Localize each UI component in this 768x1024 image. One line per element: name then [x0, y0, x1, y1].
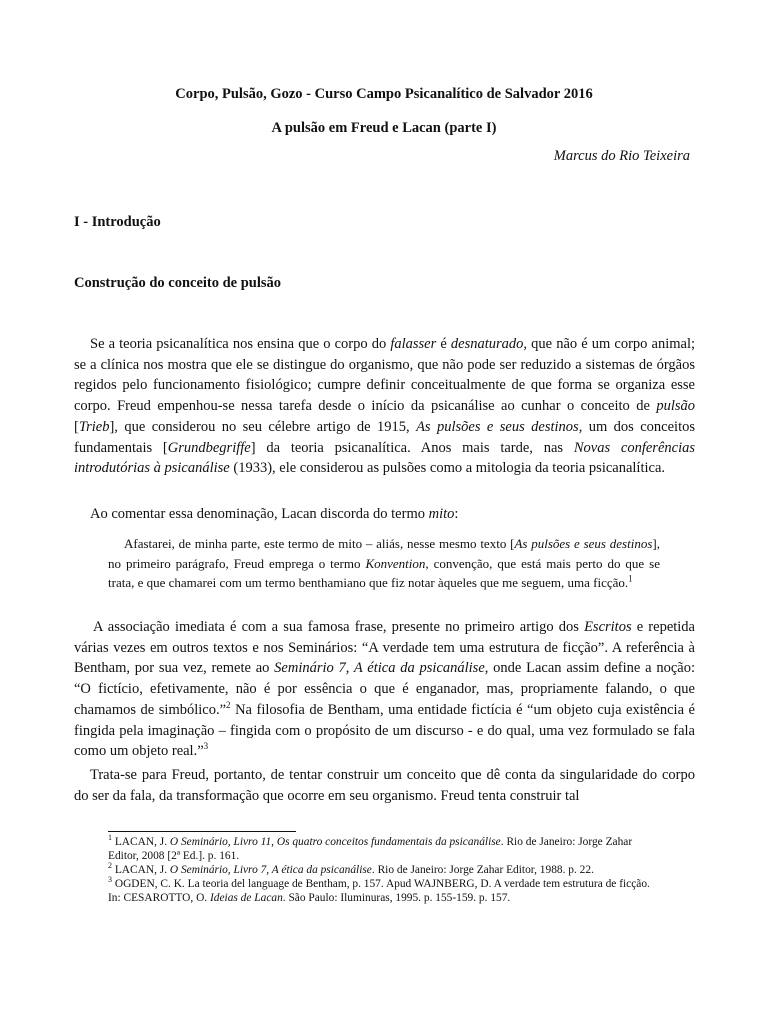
text-run: Se a teoria psicanalítica nos ensina que o corpo do [90, 336, 391, 352]
text-run: (1933), ele considerou as pulsões como a mitologia da teoria psicanalítica. [229, 460, 666, 477]
text-run: . Rio de Janeiro: Jorge Zahar Editor, 1988. p. 22. [371, 864, 594, 876]
italic-run: mito [428, 506, 455, 522]
text-run: ], que considerou no seu célebre artigo de 1915, [109, 418, 417, 435]
paragraph-2 [74, 504, 695, 525]
italic-run: As pulsões e seus destinos [416, 418, 579, 435]
footnote-number: 1 [108, 833, 112, 843]
text-run: A associação imediata é com a sua famosa frase, presente no primeiro artigo dos [93, 619, 585, 635]
text-run: LACAN, J. [112, 836, 170, 848]
text-run: [ [74, 418, 79, 435]
text-run: . São Paulo: Iluminuras, 1995. p. 155-159. p. 157. [282, 892, 511, 904]
italic-run: Grundbegriffe [167, 439, 251, 456]
document-subtitle: A pulsão em Freud e Lacan (parte I) [271, 120, 497, 136]
text-run: ], no primeiro parágrafo, Freud emprega o termo [108, 536, 660, 571]
italic-run: Trieb [78, 418, 110, 435]
footnote-3 [108, 877, 660, 905]
text-run: : [454, 506, 459, 522]
text-run: Na filosofia de Bentham, uma entidade fictícia é “um objeto cuja existência é fingida pela imaginação – fingida com o propósito de um discurso - e do qual, uma vez formulado se fala como um objeto real.” [74, 701, 695, 760]
footnote-number: 2 [108, 861, 112, 871]
italic-run: As pulsões e seus destinos [514, 536, 653, 551]
footnote-ref[interactable]: 2 [226, 699, 231, 710]
text-run: Ao comentar essa denominação, Lacan discorda do termo [90, 506, 429, 522]
block-quote [108, 534, 660, 593]
text-run: . Rio de Janeiro: Jorge Zahar Editor, 2008 [2ª Ed.]. p. 161. [108, 836, 633, 862]
text-run: ] da teoria psicanalítica. Anos mais tarde, nas [250, 439, 574, 456]
text-run: e repetida várias vezes em outros textos e nos Seminários: “A verdade tem uma estrutura de ficção”. A referência à Bentham, por sua vez, remete ao [74, 619, 695, 677]
text-run: , convenção, que está mais perto do que se trata, e que chamarei com um termo benthamiano que fiz notar àqueles que me seguem, uma ficção. [108, 555, 660, 590]
paragraph-1 [74, 334, 695, 479]
paragraph-4: Trata-se para Freud, portanto, de tentar construir um conceito que dê conta da singularidade do corpo do ser da fala, da transformação que ocorre em seu organismo. Freud tenta construir tal [74, 767, 695, 804]
italic-run: desnaturado [450, 336, 524, 352]
text-run: , que não é um corpo animal; se a clínica nos mostra que ele se distingue do organismo, que não pode ser reduzido a sistemas de órgãos regidos pelo funcionamento fisiológico; cumpre definir conceitualmente de que forma se organiza esse corpo. Freud empenhou-se nessa tarefa desde o início da psicanálise ao cunhar o conceito de [74, 336, 696, 415]
text-run: , um dos conceitos fundamentais [ [74, 418, 695, 456]
text-run: Afastarei, de minha parte, este termo de mito – aliás, nesse mesmo texto [ [124, 536, 515, 551]
paragraph-3 [74, 617, 695, 762]
text-run: , onde Lacan assim define a noção: “O fictício, efetivamente, não é por essência o que é enganador, mas, propriamente falando, o que chamamos de simbólico.” [74, 660, 695, 718]
italic-run: O Seminário, Livro 7, A ética da psicanálise [169, 864, 372, 876]
footnote-1 [108, 835, 660, 863]
footnote-2 [108, 863, 660, 877]
author-name: Marcus do Rio Teixeira [553, 148, 690, 164]
italic-run: falasser [390, 336, 437, 352]
document-title: Corpo, Pulsão, Gozo - Curso Campo Psicanalítico de Salvador 2016 [175, 86, 593, 102]
italic-run: pulsão [656, 398, 695, 415]
footnotes-block [108, 835, 660, 905]
italic-run: Escritos [584, 619, 632, 635]
italic-run: Ideias de Lacan [210, 892, 283, 904]
text-run: é [436, 336, 451, 352]
footnote-ref[interactable]: 3 [203, 741, 209, 752]
italic-run: Novas conferências introdutórias à psicanálise [74, 439, 695, 477]
text-run: LACAN, J. [112, 864, 170, 876]
italic-run: Seminário 7, A ética da psicanálise [274, 660, 485, 677]
footnote-number: 3 [108, 875, 112, 885]
italic-run: O Seminário, Livro 11, Os quatro conceitos fundamentais da psicanálise [169, 836, 501, 848]
subsection-heading: Construção do conceito de pulsão [74, 275, 282, 291]
footnote-ref[interactable]: 1 [628, 573, 633, 584]
section-heading: I - Introdução [74, 214, 161, 230]
text-run: OGDEN, C. K. La teoria del language de Bentham, p. 157. Apud WAJNBERG, D. A verdade tem estrutura de ficção. In: CESAROTTO, O. [108, 878, 650, 904]
footnote-divider [108, 831, 296, 832]
italic-run: Konvention [365, 555, 426, 571]
